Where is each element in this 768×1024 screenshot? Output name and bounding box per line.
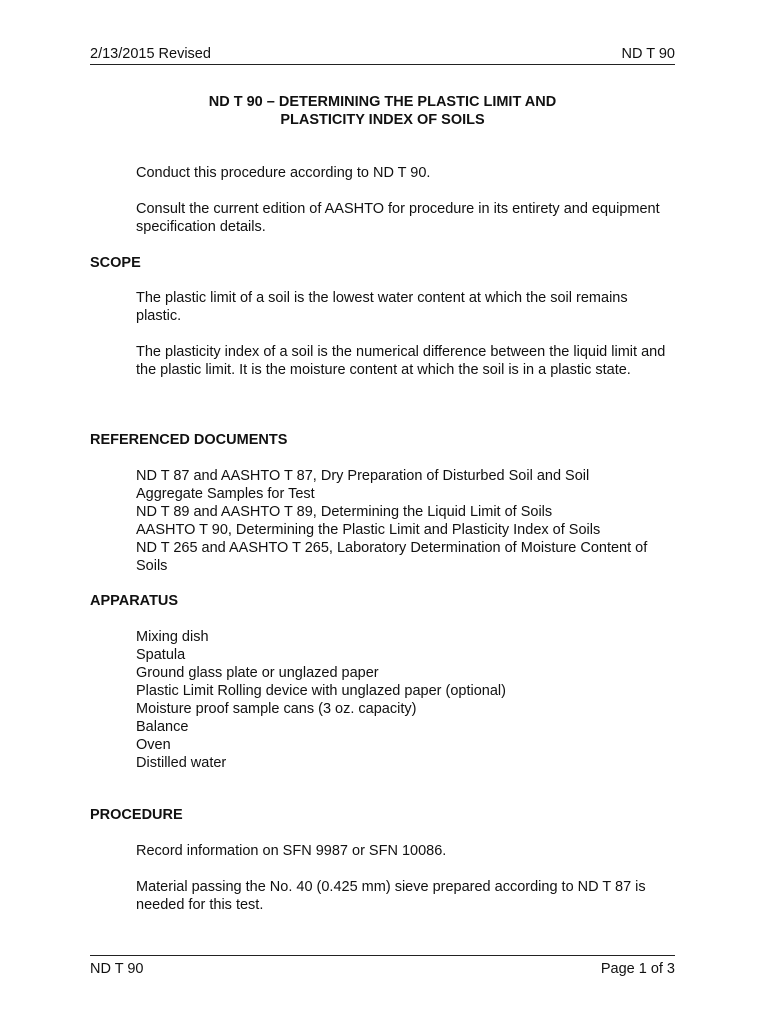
list-item: Plastic Limit Rolling device with unglazed paper (optional) (136, 683, 506, 699)
list-item: AASHTO T 90, Determining the Plastic Limit and Plasticity Index of Soils (136, 522, 601, 538)
page-footer (90, 960, 675, 978)
apparatus-list (136, 628, 676, 772)
title-line-1: ND T 90 – DETERMINING THE PLASTIC LIMIT AND (208, 94, 557, 110)
list-item: Aggregate Samples for Test (136, 486, 315, 502)
referenced-documents-heading: REFERENCED DOCUMENTS (90, 432, 288, 448)
page-header (90, 45, 675, 65)
header-code: ND T 90 (621, 46, 675, 62)
header-date: 2/13/2015 Revised (90, 46, 211, 62)
list-item: ND T 89 and AASHTO T 89, Determining the Liquid Limit of Soils (136, 504, 553, 520)
procedure-heading: PROCEDURE (90, 807, 183, 823)
scope-paragraph-2: The plasticity index of a soil is the numerical difference between the liquid limit and the plastic limit. It is the moisture content at which the soil is in a plastic state. (136, 344, 666, 378)
page-number: Page 1 of 3 (600, 961, 675, 977)
list-item: Distilled water (136, 755, 227, 771)
procedure-paragraph-2: Material passing the No. 40 (0.425 mm) sieve prepared according to ND T 87 is needed for this test. (136, 879, 646, 913)
referenced-documents-list (136, 467, 676, 575)
scope-heading: SCOPE (90, 255, 141, 271)
list-item: Spatula (136, 647, 186, 663)
intro-paragraph-1: Conduct this procedure according to ND T 90. (136, 165, 431, 181)
document-title (90, 93, 675, 129)
list-item: Ground glass plate or unglazed paper (136, 665, 379, 681)
scope-paragraph-1: The plastic limit of a soil is the lowest water content at which the soil remains plastic. (136, 290, 628, 324)
list-item: Balance (136, 719, 189, 735)
list-item: Mixing dish (136, 629, 209, 645)
footer-code: ND T 90 (90, 961, 144, 977)
list-item: Moisture proof sample cans (3 oz. capacity) (136, 701, 417, 717)
procedure-paragraph-1: Record information on SFN 9987 or SFN 10086. (136, 843, 447, 859)
intro-paragraph-2: Consult the current edition of AASHTO for procedure in its entirety and equipment specification details. (136, 201, 660, 235)
list-item: ND T 87 and AASHTO T 87, Dry Preparation of Disturbed Soil and Soil (136, 468, 590, 484)
footer-divider (90, 955, 675, 956)
list-item: Soils (136, 558, 168, 574)
apparatus-heading: APPARATUS (90, 593, 179, 609)
list-item: Oven (136, 737, 171, 753)
title-line-2: PLASTICITY INDEX OF SOILS (280, 112, 485, 128)
list-item: ND T 265 and AASHTO T 265, Laboratory Determination of Moisture Content of (136, 540, 648, 556)
